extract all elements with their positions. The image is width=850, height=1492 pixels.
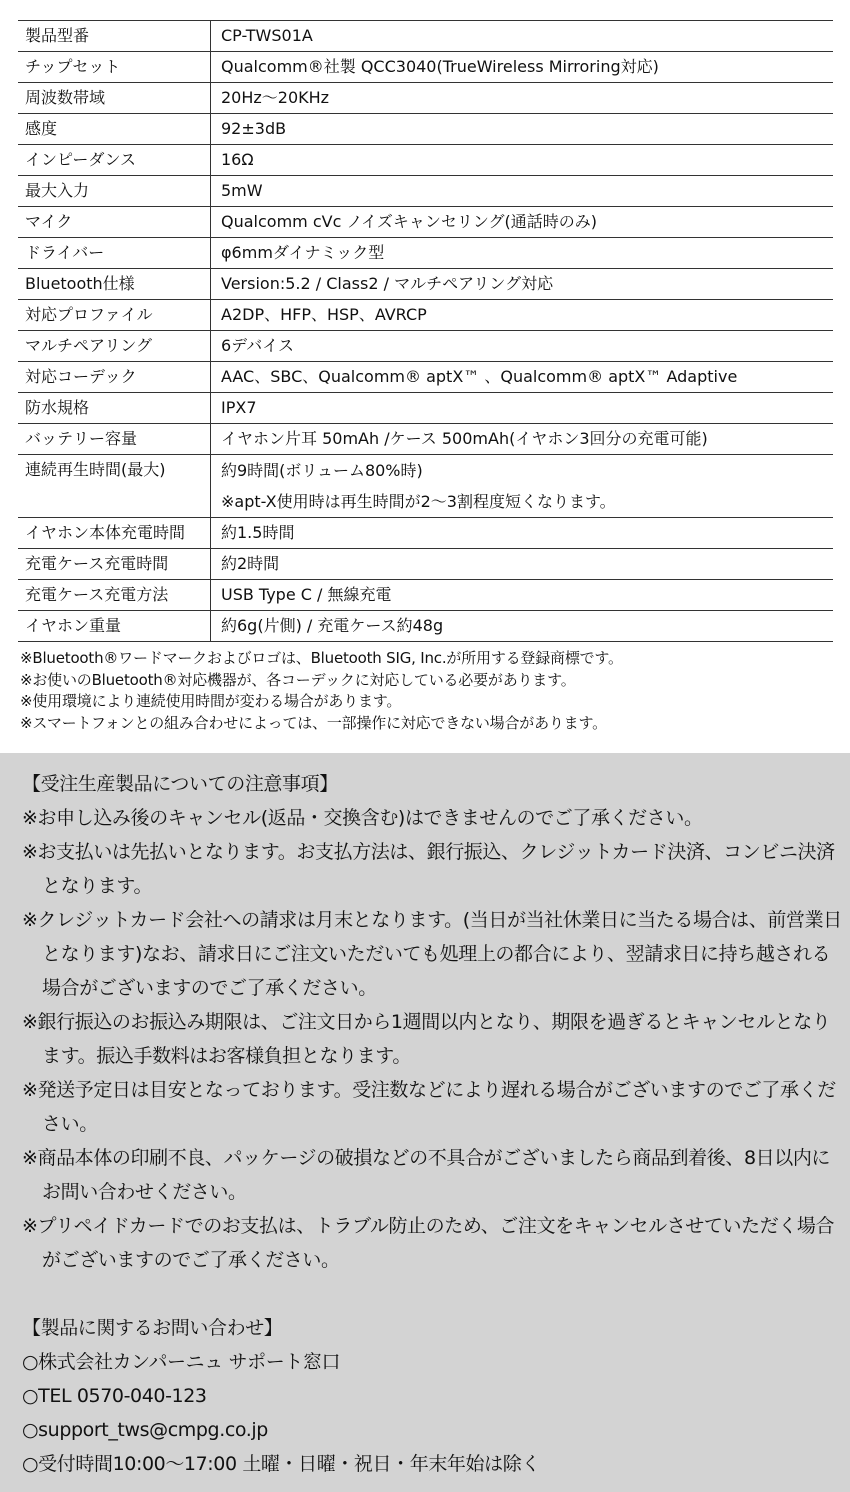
spec-label: 充電ケース充電時間 bbox=[18, 549, 211, 580]
spec-value: A2DP、HFP、HSP、AVRCP bbox=[211, 300, 834, 331]
spec-value: 20Hz〜20KHz bbox=[211, 83, 834, 114]
spec-value: 5mW bbox=[211, 176, 834, 207]
spec-value: 92±3dB bbox=[211, 114, 834, 145]
order-notice-item: ※商品本体の印刷不良、パッケージの破損などの不具合がございましたら商品到着後、8日以内にお問い合わせください。 bbox=[22, 1147, 831, 1203]
spec-value: 16Ω bbox=[211, 145, 834, 176]
spec-table-section bbox=[18, 20, 833, 642]
order-notice-item: ※お支払いは先払いとなります。お支払方法は、銀行振込、クレジットカード決済、コンビニ決済となります。 bbox=[22, 841, 835, 897]
spec-row bbox=[18, 207, 833, 238]
note-line: ※お使いのBluetooth®対応機器が、各コーデックに対応している必要があります。 bbox=[20, 670, 576, 689]
spec-value: IPX7 bbox=[211, 393, 834, 424]
spacer bbox=[22, 1277, 842, 1311]
note-line: ※スマートフォンとの組み合わせによっては、一部操作に対応できない場合があります。 bbox=[20, 713, 607, 732]
spec-row bbox=[18, 176, 833, 207]
spec-label: 製品型番 bbox=[18, 21, 211, 52]
spec-row bbox=[18, 52, 833, 83]
spec-row bbox=[18, 300, 833, 331]
spec-row bbox=[18, 362, 833, 393]
spec-label: 対応コーデック bbox=[18, 362, 211, 393]
spec-value: Version:5.2 / Class2 / マルチペアリング対応 bbox=[211, 269, 834, 300]
spec-value: Qualcomm®社製 QCC3040(TrueWireless Mirroring対応) bbox=[211, 52, 834, 83]
spec-row bbox=[18, 114, 833, 145]
contact-line: ○TEL 0570-040-123 bbox=[22, 1385, 207, 1407]
spec-row bbox=[18, 611, 833, 642]
spec-value: 6デバイス bbox=[211, 331, 834, 362]
order-notice-item: ※銀行振込のお振込み期限は、ご注文日から1週間以内となり、期限を過ぎるとキャンセルとなります。振込手数料はお客様負担となります。 bbox=[22, 1011, 831, 1067]
spec-label: 対応プロファイル bbox=[18, 300, 211, 331]
spec-value: φ6mmダイナミック型 bbox=[211, 238, 834, 269]
spec-label: マルチペアリング bbox=[18, 331, 211, 362]
spec-value: CP-TWS01A bbox=[211, 21, 834, 52]
spec-label: 最大入力 bbox=[18, 176, 211, 207]
spec-label: ドライバー bbox=[18, 238, 211, 269]
spec-row bbox=[18, 145, 833, 176]
spec-label: 感度 bbox=[18, 114, 211, 145]
spec-label: 周波数帯域 bbox=[18, 83, 211, 114]
order-notice-item: ※クレジットカード会社への請求は月末となります。(当日が当社休業日に当たる場合は、前営業日となります)なお、請求日にご注文いただいても処理上の都合により、翌請求日に持ち越される場合がございますのでご了承ください。 bbox=[22, 909, 842, 999]
spec-row bbox=[18, 518, 833, 549]
order-notice-item: ※プリペイドカードでのお支払は、トラブル防止のため、ご注文をキャンセルさせていただく場合がございますのでご了承ください。 bbox=[22, 1215, 835, 1271]
spec-row bbox=[18, 331, 833, 362]
spec-row bbox=[18, 455, 833, 518]
spec-label: インピーダンス bbox=[18, 145, 211, 176]
spec-label: Bluetooth仕様 bbox=[18, 269, 211, 300]
note-line: ※Bluetooth®ワードマークおよびロゴは、Bluetooth SIG, Inc.が所用する登録商標です。 bbox=[20, 649, 623, 667]
spec-row bbox=[18, 21, 833, 52]
contact-line: ○株式会社カンパーニュ サポート窓口 bbox=[22, 1351, 341, 1373]
spec-value: イヤホン片耳 50mAh /ケース 500mAh(イヤホン3回分の充電可能) bbox=[211, 424, 834, 455]
order-notice-item: ※お申し込み後のキャンセル(返品・交換含む)はできませんのでご了承ください。 bbox=[22, 807, 703, 829]
spec-label: チップセット bbox=[18, 52, 211, 83]
spec-notes bbox=[20, 648, 835, 734]
spec-value: 約6g(片側) / 充電ケース約48g bbox=[211, 611, 834, 642]
spec-label: バッテリー容量 bbox=[18, 424, 211, 455]
spec-label: マイク bbox=[18, 207, 211, 238]
spec-label: 防水規格 bbox=[18, 393, 211, 424]
spec-value: Qualcomm cVc ノイズキャンセリング(通話時のみ) bbox=[211, 207, 834, 238]
order-notice-item: ※発送予定日は目安となっております。受注数などにより遅れる場合がございますのでご了承ください。 bbox=[22, 1079, 836, 1135]
spec-label: 連続再生時間(最大) bbox=[18, 455, 211, 518]
spec-row bbox=[18, 424, 833, 455]
spec-value: 約2時間 bbox=[211, 549, 834, 580]
spec-value: USB Type C / 無線充電 bbox=[211, 580, 834, 611]
spec-row bbox=[18, 580, 833, 611]
contact-line: ○受付時間10:00〜17:00 土曜・日曜・祝日・年末年始は除く bbox=[22, 1453, 540, 1475]
note-line: ※使用環境により連続使用時間が変わる場合があります。 bbox=[20, 692, 402, 710]
spec-value: 約1.5時間 bbox=[211, 518, 834, 549]
spec-row bbox=[18, 238, 833, 269]
spec-label: イヤホン重量 bbox=[18, 611, 211, 642]
spec-label: イヤホン本体充電時間 bbox=[18, 518, 211, 549]
spec-row bbox=[18, 549, 833, 580]
spec-label: 充電ケース充電方法 bbox=[18, 580, 211, 611]
spec-value bbox=[211, 455, 834, 518]
spec-value-note: ※apt-X使用時は再生時間が2〜3割程度短くなります。 bbox=[221, 492, 616, 511]
spec-value: AAC、SBC、Qualcomm® aptX™ 、Qualcomm® aptX™ Adaptive bbox=[211, 362, 834, 393]
spec-value-line: 約9時間(ボリューム80%時) bbox=[221, 461, 423, 480]
spec-row bbox=[18, 83, 833, 114]
notice-panel bbox=[0, 753, 850, 1492]
spec-row bbox=[18, 393, 833, 424]
spec-row bbox=[18, 269, 833, 300]
notice-content bbox=[22, 767, 842, 1481]
order-notice-heading: 【受注生産製品についての注意事項】 bbox=[22, 773, 338, 795]
contact-heading: 【製品に関するお問い合わせ】 bbox=[22, 1317, 283, 1339]
spec-table bbox=[18, 20, 833, 642]
contact-line: ○support_tws@cmpg.co.jp bbox=[22, 1419, 268, 1441]
